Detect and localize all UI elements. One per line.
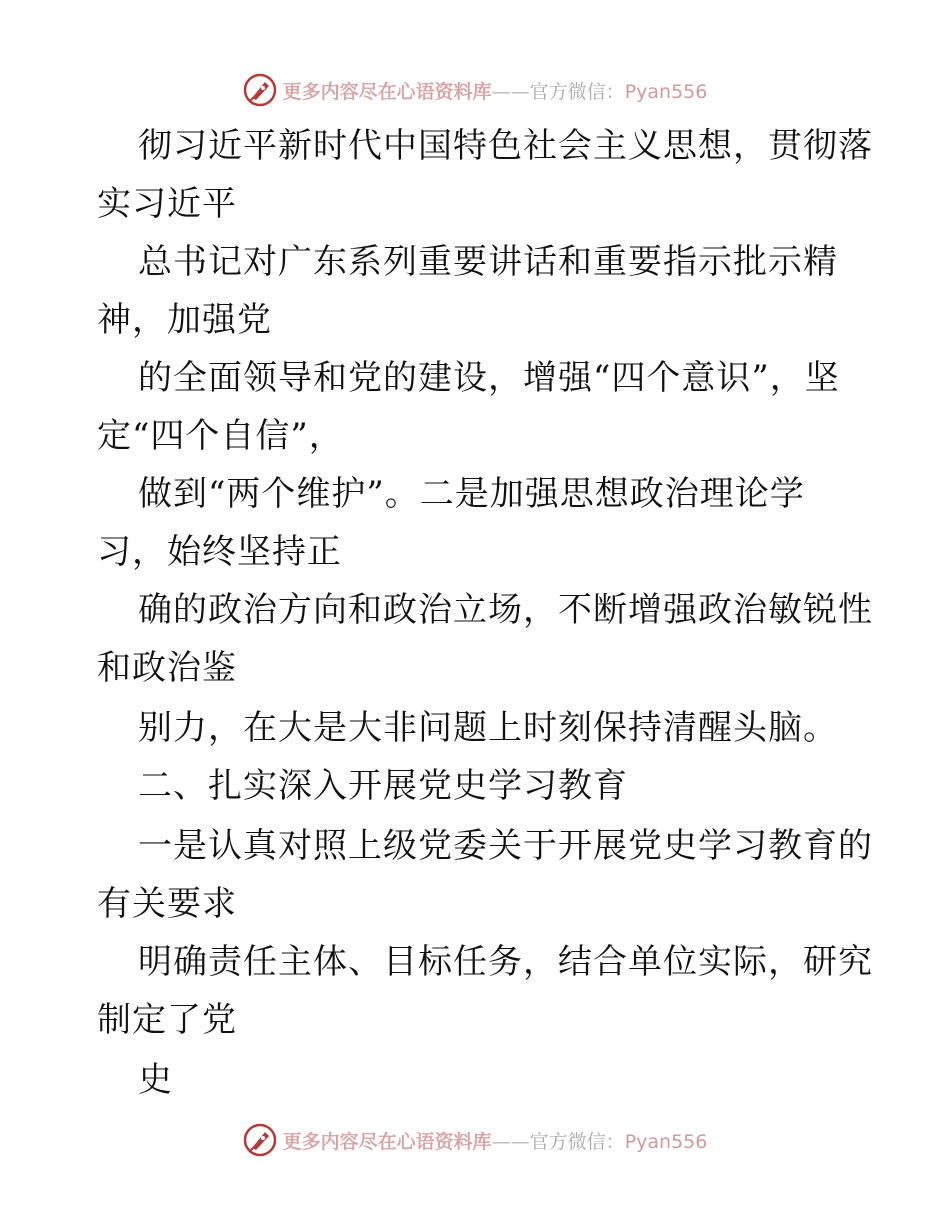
- watermark-separator: ——: [491, 1130, 530, 1153]
- body-line: 有关要求: [97, 884, 237, 924]
- watermark-wechat-id: Pyan556: [624, 1130, 708, 1153]
- body-line: 明确责任主体、目标任务，结合单位实际，研究: [138, 942, 873, 982]
- body-line: 的全面领导和党的建设，增强“四个意识”，坚: [138, 358, 840, 398]
- body-line: 史: [138, 1060, 173, 1100]
- body-line: 做到“两个维护”。二是加强思想政治理论学: [138, 474, 805, 514]
- watermark-text: [283, 1127, 708, 1154]
- pen-nib-seal-icon: [243, 73, 277, 107]
- watermark-text: [283, 77, 708, 104]
- watermark-wechat-id: Pyan556: [624, 80, 708, 103]
- watermark-official-label: 官方微信：: [529, 80, 625, 103]
- body-line: 实习近平: [97, 184, 237, 224]
- body-line: 确的政治方向和政治立场，不断增强政治敏锐性: [138, 590, 873, 630]
- body-line: 一是认真对照上级党委关于开展党史学习教育的: [138, 826, 873, 866]
- watermark-official-label: 官方微信：: [529, 1130, 625, 1153]
- body-line: 彻习近平新时代中国特色社会主义思想，贯彻落: [138, 126, 873, 166]
- watermark-separator: ——: [491, 80, 530, 103]
- watermark-site-text: 更多内容尽在心语资料库: [282, 80, 492, 103]
- header-watermark: [0, 70, 950, 110]
- section-heading: 二、扎实深入开展党史学习教育: [138, 766, 628, 806]
- footer-watermark: [0, 1120, 950, 1160]
- body-line: 别力，在大是大非问题上时刻保持清醒头脑。: [138, 708, 838, 748]
- pen-nib-seal-icon: [243, 1123, 277, 1157]
- watermark-site-text: 更多内容尽在心语资料库: [282, 1130, 492, 1153]
- body-line: 制定了党: [97, 1000, 237, 1040]
- body-line: 神，加强党: [97, 300, 272, 340]
- body-line: 总书记对广东系列重要讲话和重要指示批示精: [138, 242, 838, 282]
- body-line: 和政治鉴: [97, 648, 237, 688]
- body-line: 习，始终坚持正: [97, 532, 342, 572]
- body-line: 定“四个自信”，: [97, 416, 344, 456]
